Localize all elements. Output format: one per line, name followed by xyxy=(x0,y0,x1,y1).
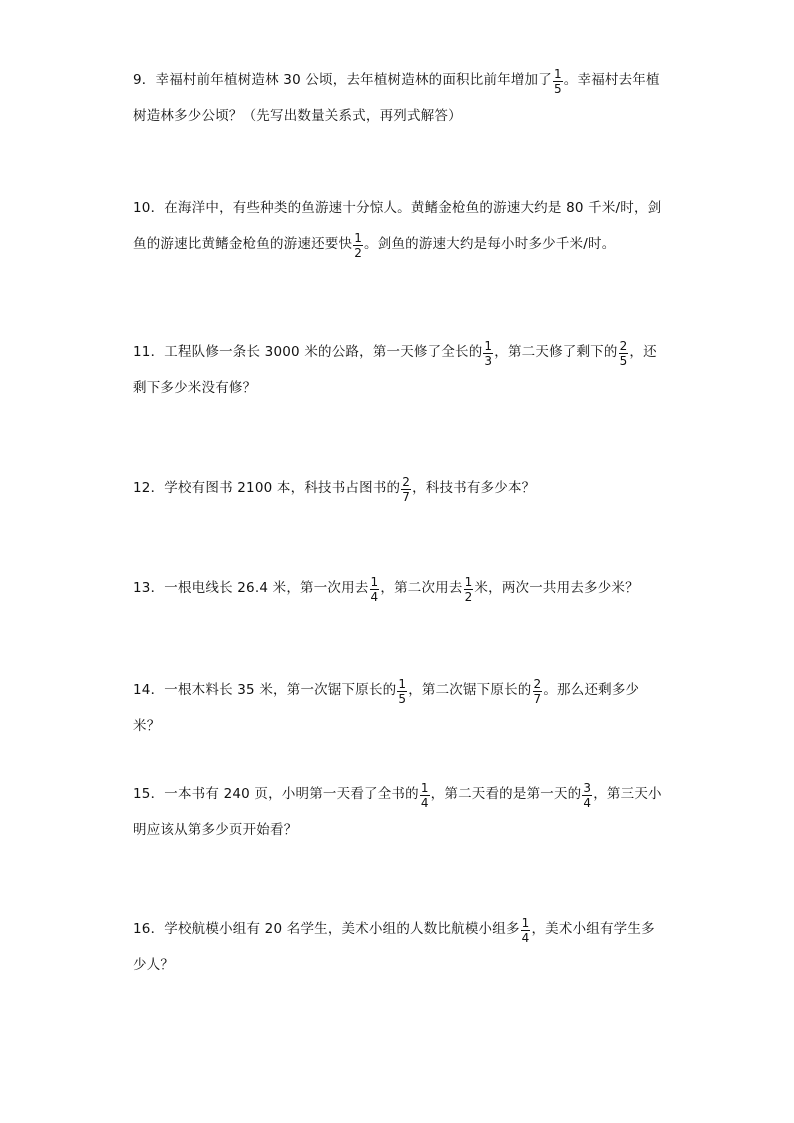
fraction-denominator: 4 xyxy=(370,590,379,604)
fraction-numerator: 1 xyxy=(398,677,407,691)
problem-text: 15．一本书有 240 页，小明第一天看了全书的 xyxy=(133,786,419,802)
problem-text: 。剑鱼的游速大约是每小时多少千米/时。 xyxy=(364,236,616,252)
problem-14 xyxy=(133,672,663,744)
fraction xyxy=(353,231,363,260)
fraction-denominator: 2 xyxy=(354,246,363,260)
problem-text: 。那么还剩多少米？ xyxy=(133,682,640,734)
fraction-denominator: 5 xyxy=(619,354,628,368)
problem-text: ，美术小组有学生多少人？ xyxy=(133,921,655,973)
problem-11 xyxy=(133,334,663,406)
fraction-numerator: 1 xyxy=(521,916,530,930)
fraction-denominator: 4 xyxy=(583,796,592,810)
fraction-denominator: 5 xyxy=(398,692,407,706)
problem-10 xyxy=(133,190,663,262)
fraction-numerator: 1 xyxy=(370,575,379,589)
fraction-numerator: 2 xyxy=(402,475,411,489)
problem-16 xyxy=(133,911,663,983)
problem-text: ，第二天修了剩下的 xyxy=(494,344,618,360)
problem-text: ，第二次锯下原长的 xyxy=(408,682,532,698)
fraction xyxy=(553,67,563,96)
problem-13 xyxy=(133,570,663,606)
fraction xyxy=(619,339,629,368)
fraction-denominator: 5 xyxy=(553,82,562,96)
problem-9 xyxy=(133,62,663,134)
fraction-numerator: 3 xyxy=(583,781,592,795)
problem-text: 12．学校有图书 2100 本，科技书占图书的 xyxy=(133,480,401,496)
problem-text: 9．幸福村前年植树造林 30 公顷，去年植树造林的面积比前年增加了 xyxy=(133,72,552,88)
problem-text: ，第二次用去 xyxy=(380,580,463,596)
fraction-numerator: 1 xyxy=(464,575,473,589)
fraction-denominator: 7 xyxy=(533,692,542,706)
problem-text: 10．在海洋中，有些种类的鱼游速十分惊人。黄鳍金枪鱼的游速大约是 80 千米/时，剑鱼的游速比黄鳍金枪鱼的游速还要快 xyxy=(133,200,662,252)
problem-text: 11．工程队修一条长 3000 米的公路，第一天修了全长的 xyxy=(133,344,483,360)
fraction-denominator: 2 xyxy=(464,590,473,604)
fraction xyxy=(420,781,430,810)
problem-text: ，科技书有多少本？ xyxy=(412,480,536,496)
fraction xyxy=(464,575,474,604)
fraction-numerator: 2 xyxy=(533,677,542,691)
fraction-numerator: 1 xyxy=(553,67,562,81)
problem-text: 。幸福村去年植树造林多少公顷？（先写出数量关系式，再列式解答） xyxy=(133,72,660,124)
fraction-numerator: 1 xyxy=(354,231,363,245)
problem-text: ，还剩下多少米没有修？ xyxy=(133,344,657,396)
fraction-denominator: 7 xyxy=(402,490,411,504)
fraction xyxy=(370,575,380,604)
fraction xyxy=(533,677,543,706)
fraction-numerator: 1 xyxy=(484,339,493,353)
fraction xyxy=(582,781,592,810)
problem-text: ，第三天小明应该从第多少页开始看？ xyxy=(133,786,662,838)
fraction-numerator: 2 xyxy=(619,339,628,353)
fraction-numerator: 1 xyxy=(420,781,429,795)
problem-12 xyxy=(133,470,663,506)
fraction xyxy=(401,475,411,504)
fraction xyxy=(483,339,493,368)
fraction-denominator: 4 xyxy=(521,931,530,945)
problem-text: 米，两次一共用去多少米？ xyxy=(474,580,639,596)
problem-text: 16．学校航模小组有 20 名学生，美术小组的人数比航模小组多 xyxy=(133,921,520,937)
fraction xyxy=(397,677,407,706)
fraction-denominator: 3 xyxy=(484,354,493,368)
problem-15 xyxy=(133,776,663,848)
problem-text: ，第二天看的是第一天的 xyxy=(430,786,582,802)
fraction xyxy=(521,916,531,945)
problem-text: 13．一根电线长 26.4 米，第一次用去 xyxy=(133,580,369,596)
problem-text: 14．一根木料长 35 米，第一次锯下原长的 xyxy=(133,682,397,698)
fraction-denominator: 4 xyxy=(420,796,429,810)
